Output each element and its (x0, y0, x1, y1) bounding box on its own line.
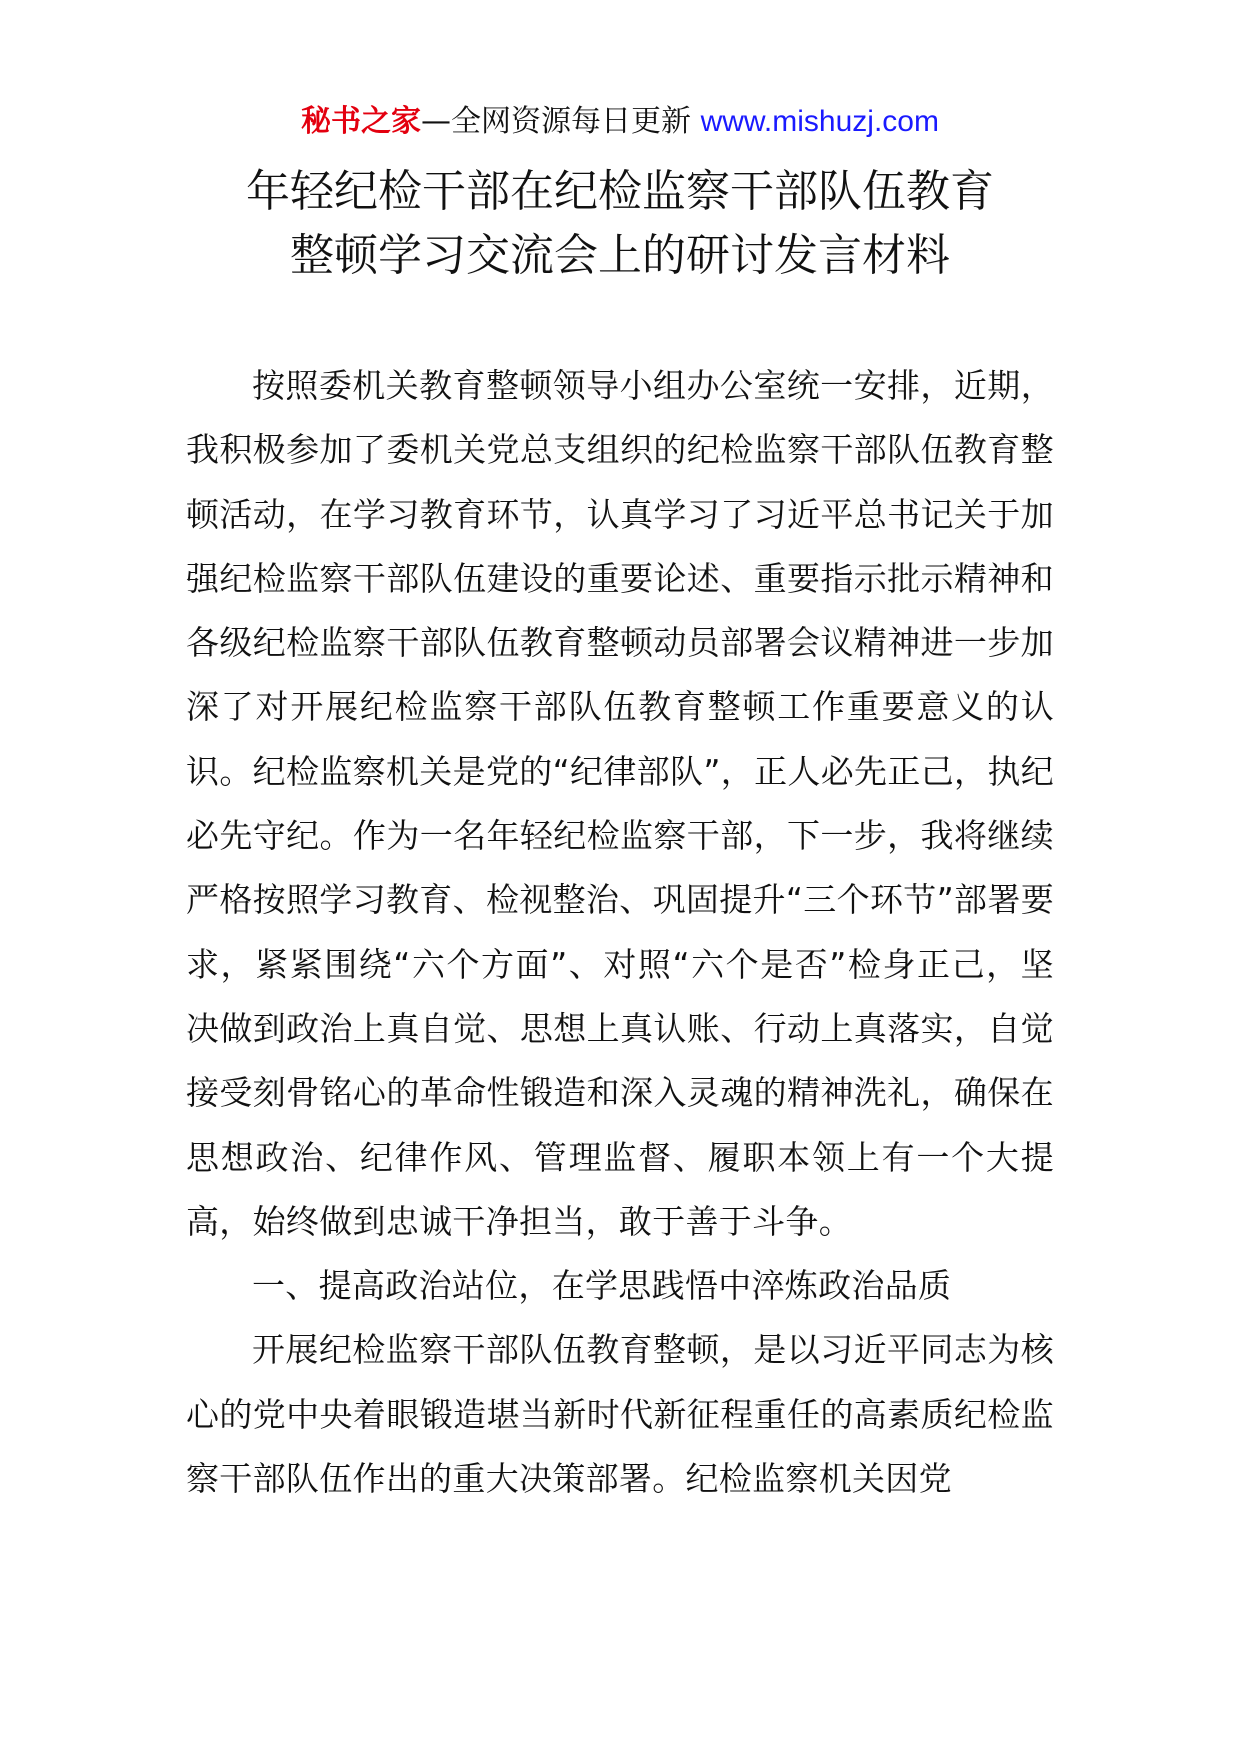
brand-name: 秘书之家 (301, 104, 422, 139)
site-header (0, 100, 1240, 144)
body-paragraph-1: 按照委机关教育整顿领导小组办公室统一安排，近期，我积极参加了委机关党总支组织的纪检监察干部队伍教育整顿活动，在学习教育环节，认真学习了习近平总书记关于加强纪检监察干部队伍建设的重要论述、重要指示批示精神和各级纪检监察干部队伍教育整顿动员部署会议精神进一步加深了对开展纪检监察干部队伍教育整顿工作重要意义的认识。纪检监察机关是党的“纪律部队”，正人必先正己，执纪必先守纪。作为一名年轻纪检监察干部，下一步，我将继续严格按照学习教育、检视整治、巩固提升“三个环节”部署要求，紧紧围绕“六个方面”、对照“六个是否”检身正己，坚决做到政治上真自觉、思想上真认账、行动上真落实，自觉接受刻骨铭心的革命性锻造和深入灵魂的精神洗礼，确保在思想政治、纪律作风、管理监督、履职本领上有一个大提高，始终做到忠诚干净担当，敢于善于斗争。 (186, 366, 1054, 1241)
section-heading-1: 一、提高政治站位，在学思践悟中淬炼政治品质 (252, 1266, 952, 1306)
document-body (186, 354, 1054, 1511)
document-title (0, 160, 1240, 288)
title-line-2: 整顿学习交流会上的研讨发言材料 (290, 230, 950, 281)
title-line-1: 年轻纪检干部在纪检监察干部队伍教育 (246, 166, 994, 217)
header-tagline: —全网资源每日更新 (421, 104, 701, 139)
website-link[interactable]: www.mishuzj.com (700, 105, 939, 138)
body-paragraph-2: 开展纪检监察干部队伍教育整顿，是以习近平同志为核心的党中央着眼锻造堪当新时代新征程重任的高素质纪检监察干部队伍作出的重大决策部署。纪检监察机关因党 (186, 1330, 1054, 1499)
